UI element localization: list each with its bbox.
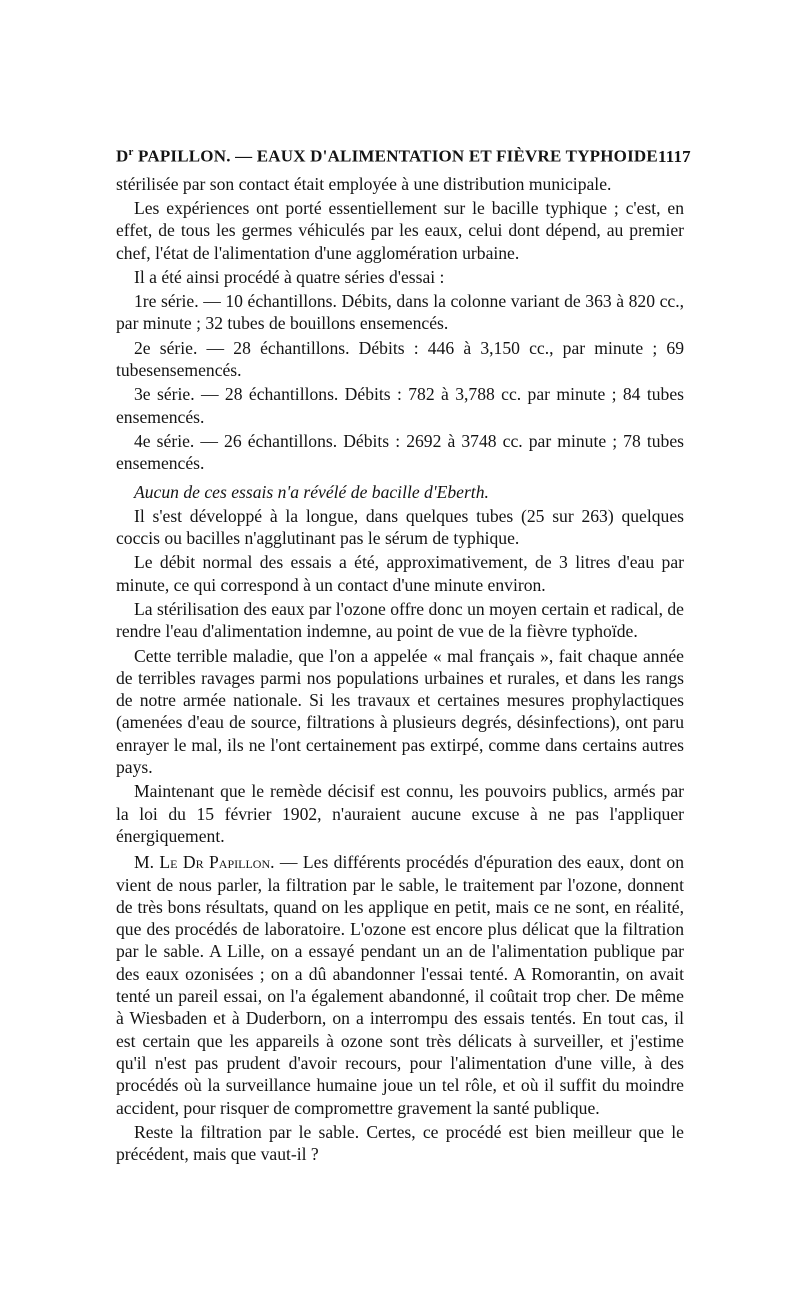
paragraph-maladie: Cette terrible maladie, que l'on a appelée « mal français », fait chaque année de terribles ravages parmi nos populations urbaines et rurales, et dans les rangs de notre armée nationale. Si les travaux et certaines mesures prophylactiques (amenées d'eau de source, filtrations à plusieurs degrés, désinfections), ont paru enrayer le mal, ils ne l'ont certainement pas extirpé, comme dans certains autres pays. bbox=[116, 645, 684, 778]
speech-text: — Les différents procédés d'épuration des eaux, dont on vient de nous parler, la filtration par le sable, le traitement par l'ozone, donnent de très bons résultats, quand on les applique en petit, mais ce ne sont, en réalité, que des procédés de laboratoire. L'ozone est encore plus délicat que la filtration par le sable. A Lille, on a essayé pendant un an de l'alimentation publique par des eaux ozonisées ; on a dû abandonner l'essai tenté. A Romorantin, on avait tenté un pareil essai, on l'a également abandonné, il coûtait trop cher. De même à Wiesbaden et à Duderborn, on a interrompu des essais tentés. En tout cas, il est certain que les appareils à ozone sont très délicats à surveiller, et j'estime qu'il n'est pas prudent d'avoir recours, pour l'alimentation d'une ville, à des procédés où la surveillance humaine joue un tel rôle, et où il suffit du moindre accident, pour risquer de compromettre gravement la santé publique. bbox=[116, 852, 684, 1118]
speaker-name: M. Le Dr Papillon. bbox=[134, 852, 275, 873]
paragraph-experiments: Les expériences ont porté essentiellement sur le bacille typhique ; c'est, en effet, de tous les germes véhiculés par les eaux, celui dont dépend, au premier chef, l'état de l'alimentation d'une agglomération urbaine. bbox=[116, 197, 684, 263]
paragraph-series-4: 4e série. — 26 échantillons. Débits : 2692 à 3748 cc. par minute ; 78 tubes ensemencés. bbox=[116, 430, 684, 474]
paragraph-cocci: Il s'est développé à la longue, dans quelques tubes (25 sur 263) quelques coccis ou bacilles n'agglutinant pas le sérum de typhique. bbox=[116, 505, 684, 549]
text-column bbox=[116, 146, 691, 1165]
paragraph-speech bbox=[116, 851, 684, 1119]
paragraph-continuation: stérilisée par son contact était employée à une distribution municipale. bbox=[116, 173, 612, 194]
running-title: $D^r$ PAPILLON. — EAUX D'ALIMENTATION ET FIÈVRE TYPHOIDE bbox=[116, 146, 658, 166]
paragraph-series-1: 1re série. — 10 échantillons. Débits, dans la colonne variant de 363 à 820 cc., par minute ; 32 tubes de bouillons ensemencés. bbox=[116, 291, 684, 334]
paragraph-series-intro: Il a été ainsi procédé à quatre séries d'essai : bbox=[134, 266, 445, 287]
paragraph-sterilisation: La stérilisation des eaux par l'ozone offre donc un moyen certain et radical, de rendre l'eau d'alimentation indemne, au point de vue de la fièvre typhoïde. bbox=[116, 599, 684, 642]
running-header bbox=[116, 146, 691, 167]
paragraph-closing: Reste la filtration par le sable. Certes, ce procédé est bien meilleur que le précédent, mais que vaut-il ? bbox=[116, 1121, 684, 1165]
paragraph-debit: Le débit normal des essais a été, approximativement, de 3 litres d'eau par minute, ce qui correspond à un contact d'une minute environ. bbox=[116, 552, 684, 595]
paragraph-series-3: 3e série. — 28 échantillons. Débits : 782 à 3,788 cc. par minute ; 84 tubes ensemencés. bbox=[116, 384, 684, 427]
paragraph-conclusion-italic: Aucun de ces essais n'a révélé de bacille d'Eberth. bbox=[134, 481, 489, 502]
paragraph-series-2: 2e série. — 28 échantillons. Débits : 446 à 3,150 cc., par minute ; 69 tubesensemencés. bbox=[116, 337, 684, 381]
page-number: 1117 bbox=[657, 146, 691, 166]
paragraph-pouvoirs-publics: Maintenant que le remède décisif est connu, les pouvoirs publics, armés par la loi du 15 février 1902, n'auraient aucune excuse à ne pas l'appliquer énergiquement. bbox=[116, 781, 684, 846]
